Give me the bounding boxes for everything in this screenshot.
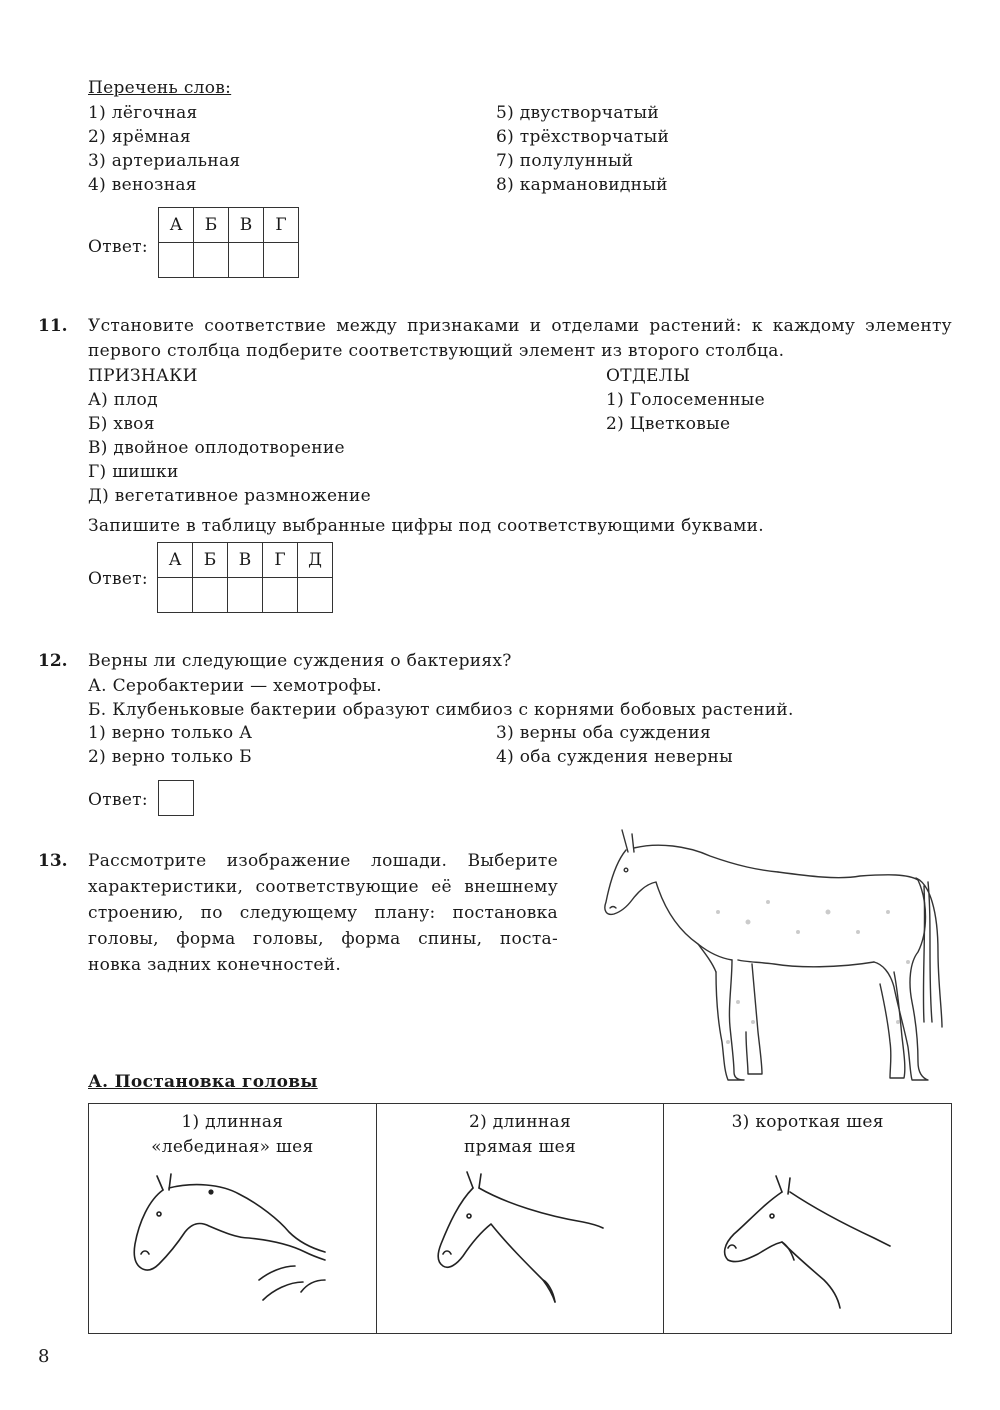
question-text: первого столбца подберите соответствующий элемент из второго столбца. bbox=[88, 341, 785, 361]
option-caption: 3) короткая шея bbox=[731, 1112, 884, 1132]
option-item: 2) верно только Б bbox=[88, 747, 252, 767]
question-text: головы, форма головы, форма спины, поста- bbox=[88, 929, 558, 949]
answer-cell[interactable] bbox=[228, 578, 263, 613]
word-item: 7) полулунный bbox=[496, 151, 634, 171]
head-position-options bbox=[88, 1103, 952, 1334]
division-item: 2) Цветковые bbox=[606, 414, 731, 434]
short-neck-illustration bbox=[664, 1104, 952, 1335]
word-item: 1) лёгочная bbox=[88, 103, 198, 123]
answer-table-header: В bbox=[228, 543, 263, 578]
answer-cell[interactable] bbox=[194, 243, 229, 278]
answer-table-header: А bbox=[158, 543, 193, 578]
page-number: 8 bbox=[38, 1346, 50, 1367]
answer-table-header: Г bbox=[263, 543, 298, 578]
word-item: 5) двустворчатый bbox=[496, 103, 659, 123]
feature-item: Г) шишки bbox=[88, 462, 179, 482]
option-caption: 2) длинная bbox=[469, 1112, 571, 1132]
straight-neck-illustration bbox=[377, 1104, 665, 1335]
column-title: ПРИЗНАКИ bbox=[88, 366, 198, 386]
option-item: 4) оба суждения неверны bbox=[496, 747, 734, 767]
word-item: 6) трёхстворчатый bbox=[496, 127, 670, 147]
answer-label: Ответ: bbox=[88, 237, 148, 257]
option-item: 3) верны оба суждения bbox=[496, 723, 712, 743]
answer-table-header: Б bbox=[193, 543, 228, 578]
question-number: 11. bbox=[38, 316, 68, 336]
word-item: 2) ярёмная bbox=[88, 127, 191, 147]
column-title: ОТДЕЛЫ bbox=[606, 366, 691, 386]
feature-item: А) плод bbox=[88, 390, 158, 410]
feature-item: Д) вегетативное размножение bbox=[88, 486, 371, 506]
answer-label: Ответ: bbox=[88, 790, 148, 810]
answer-table-q10 bbox=[158, 207, 299, 278]
answer-table-header: Б bbox=[194, 208, 229, 243]
option-cell bbox=[664, 1104, 951, 1333]
answer-table-header: В bbox=[229, 208, 264, 243]
word-list-title: Перечень слов: bbox=[88, 78, 232, 98]
question-text: Рассмотрите изображение лошади. Выберите bbox=[88, 851, 558, 871]
question-text: характеристики, соответствующие её внешнему bbox=[88, 877, 558, 897]
answer-table-q11 bbox=[157, 542, 333, 613]
option-cell bbox=[377, 1104, 665, 1333]
feature-item: Б) хвоя bbox=[88, 414, 155, 434]
answer-cell[interactable] bbox=[158, 578, 193, 613]
option-item: 1) верно только А bbox=[88, 723, 253, 743]
statement-b: Б. Клубеньковые бактерии образуют симбиоз с корнями бобовых растений. bbox=[88, 700, 794, 720]
option-caption: прямая шея bbox=[464, 1137, 577, 1157]
answer-cell[interactable] bbox=[264, 243, 299, 278]
answer-label: Ответ: bbox=[88, 569, 148, 589]
question-number: 12. bbox=[38, 651, 68, 671]
swan-neck-illustration bbox=[89, 1104, 377, 1335]
horse-illustration bbox=[598, 822, 958, 1090]
option-cell bbox=[89, 1104, 377, 1333]
option-caption: «лебединая» шея bbox=[151, 1137, 314, 1157]
answer-cell[interactable] bbox=[229, 243, 264, 278]
answer-cell[interactable] bbox=[193, 578, 228, 613]
word-item: 8) кармановидный bbox=[496, 175, 668, 195]
answer-cell[interactable] bbox=[263, 578, 298, 613]
question-text: строению, по следующему плану: постановка bbox=[88, 903, 558, 923]
answer-box-q12[interactable] bbox=[158, 780, 194, 816]
question-text: Установите соответствие между признаками и отделами растений: к каждому элементу bbox=[88, 316, 952, 336]
question-text: новка задних конечностей. bbox=[88, 955, 342, 975]
question-number: 13. bbox=[38, 851, 68, 871]
division-item: 1) Голосеменные bbox=[606, 390, 765, 410]
feature-item: В) двойное оплодотворение bbox=[88, 438, 345, 458]
question-text: Верны ли следующие суждения о бактериях? bbox=[88, 651, 512, 671]
answer-cell[interactable] bbox=[159, 243, 194, 278]
answer-table-header: Г bbox=[264, 208, 299, 243]
instruction-text: Запишите в таблицу выбранные цифры под соответствующими буквами. bbox=[88, 516, 764, 536]
answer-table-header: Д bbox=[298, 543, 333, 578]
option-caption: 1) длинная bbox=[181, 1112, 284, 1132]
word-item: 3) артериальная bbox=[88, 151, 241, 171]
answer-cell[interactable] bbox=[298, 578, 333, 613]
answer-table-header: А bbox=[159, 208, 194, 243]
section-title: А. Постановка головы bbox=[88, 1072, 318, 1092]
word-item: 4) венозная bbox=[88, 175, 197, 195]
statement-a: А. Серобактерии — хемотрофы. bbox=[88, 676, 382, 696]
